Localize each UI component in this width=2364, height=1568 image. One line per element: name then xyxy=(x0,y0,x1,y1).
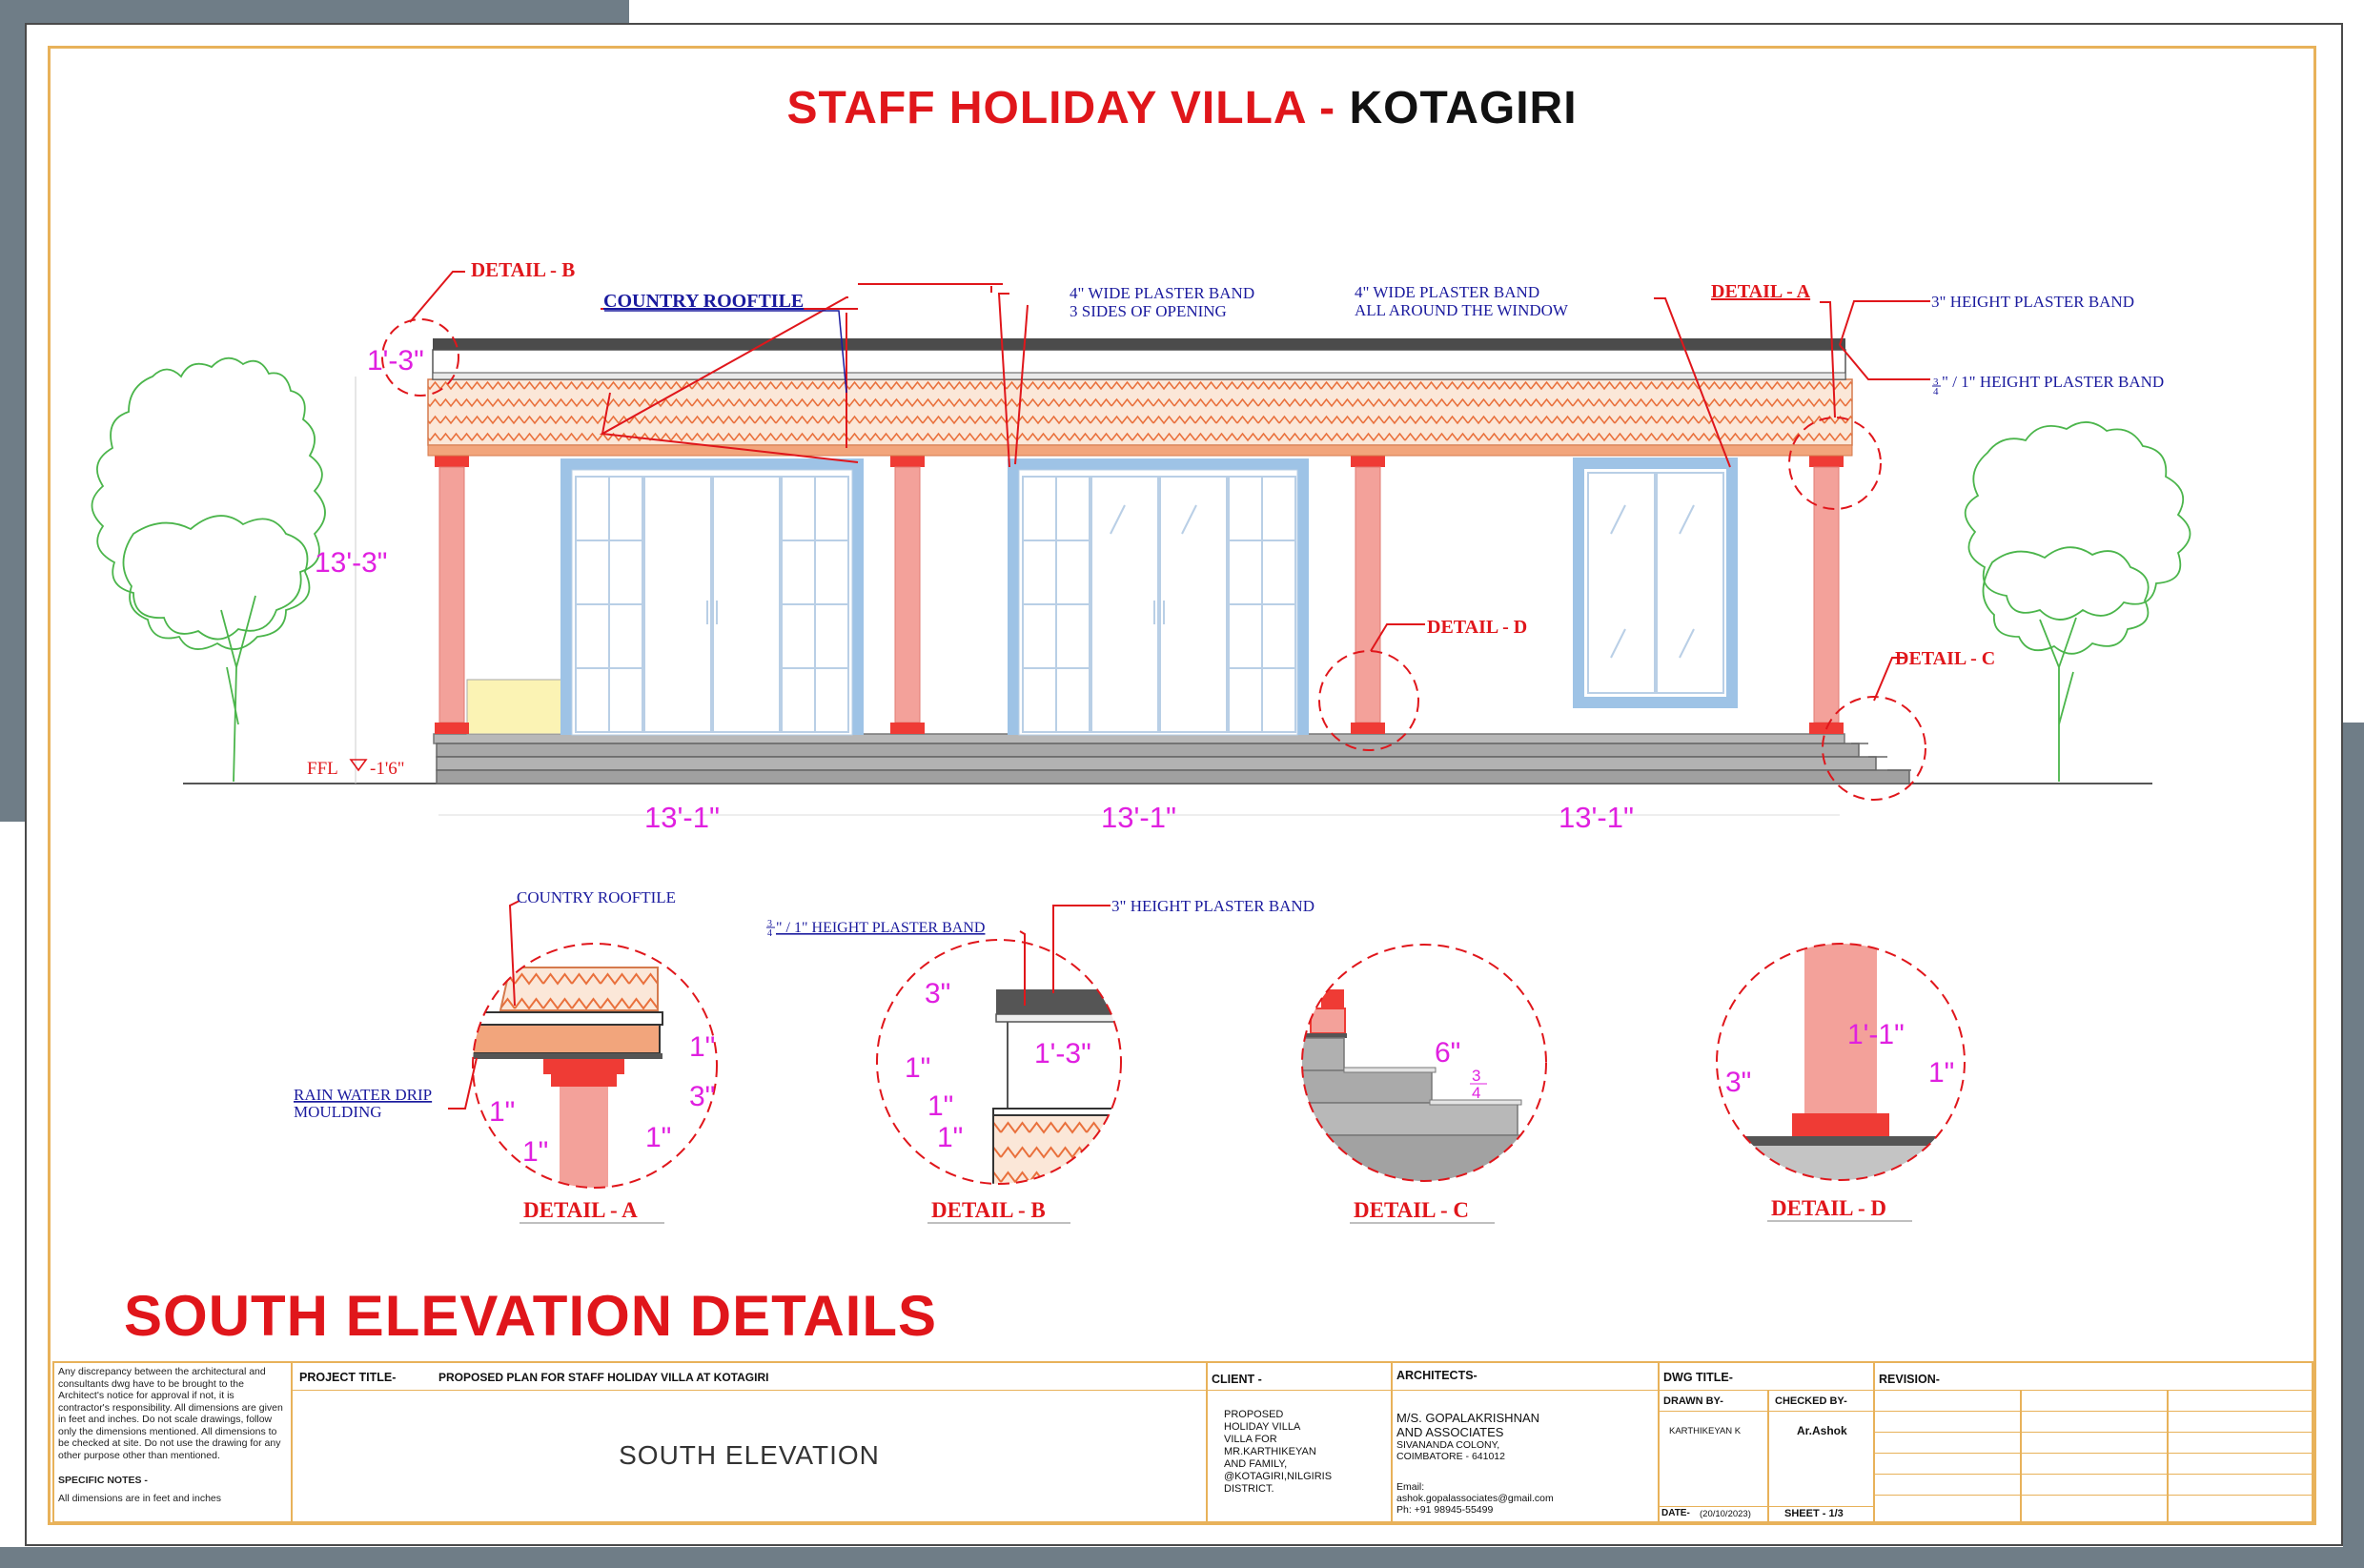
label-band-window-1: 4" WIDE PLASTER BAND xyxy=(1355,283,1540,301)
title-black: KOTAGIRI xyxy=(1349,83,1578,133)
detail-a-drip-1: RAIN WATER DRIP xyxy=(294,1086,433,1104)
client-details xyxy=(1224,1409,1386,1496)
label-band-3-sides-1: 4" WIDE PLASTER BAND xyxy=(1070,284,1255,302)
label-detail-d: DETAIL - D xyxy=(1427,617,1528,638)
detail-d-dim-1: 1'-1" xyxy=(1847,1019,1905,1050)
label-country-rooftile: COUNTRY ROOFTILE xyxy=(603,291,805,312)
client-label: CLIENT - xyxy=(1212,1373,1262,1386)
detail-c-title: DETAIL - C xyxy=(1354,1198,1469,1222)
project-title: PROPOSED PLAN FOR STAFF HOLIDAY VILLA AT KOTAGIRI xyxy=(438,1371,769,1384)
detail-b-dim-5: 1" xyxy=(937,1122,964,1153)
drawn-by: KARTHIKEYAN K xyxy=(1669,1426,1742,1436)
dim-bay-2: 13'-1" xyxy=(1101,801,1176,834)
client-line-7: DISTRICT. xyxy=(1224,1483,1274,1495)
architect-address xyxy=(1396,1439,1505,1462)
client-line-3: VILLA FOR xyxy=(1224,1434,1277,1445)
svg-text:4: 4 xyxy=(1933,386,1939,397)
client-line-4: MR.KARTHIKEYAN xyxy=(1224,1446,1316,1457)
svg-text:4: 4 xyxy=(1472,1084,1481,1102)
sheet-number: SHEET - 1/3 xyxy=(1784,1508,1844,1519)
detail-b-dim-3: 1" xyxy=(905,1052,931,1084)
dim-bay-3: 13'-1" xyxy=(1559,801,1634,834)
svg-text:4: 4 xyxy=(767,928,772,939)
project-title-label: PROJECT TITLE- xyxy=(299,1371,397,1384)
architect-contact xyxy=(1396,1481,1554,1516)
detail-b-dim-4: 1" xyxy=(927,1090,954,1122)
tree-left xyxy=(92,358,326,782)
detail-b-dim-2: 1'-3" xyxy=(1034,1038,1091,1069)
date-label: DATE- xyxy=(1661,1508,1690,1518)
checked-by: Ar.Ashok xyxy=(1797,1424,1847,1437)
architects-label: ARCHITECTS- xyxy=(1396,1369,1478,1382)
dim-wall-height: 13'-3" xyxy=(315,547,388,579)
email-label: Email: xyxy=(1396,1481,1425,1493)
detail-b-band-small: " / 1" HEIGHT PLASTER BAND xyxy=(776,920,986,936)
sheet-heading: SOUTH ELEVATION DETAILS xyxy=(124,1284,938,1348)
detail-d-dim-2: 3" xyxy=(1725,1067,1752,1098)
specific-notes-label: SPECIFIC NOTES - xyxy=(58,1475,148,1486)
tree-right xyxy=(1966,422,2191,782)
architect-name-2: AND ASSOCIATES xyxy=(1396,1425,1504,1439)
drawing-name: SOUTH ELEVATION xyxy=(619,1440,880,1470)
notes-text: Any discrepancy between the architectural and consultants dwg have to be brought to the Architect's notice for approval if not, it is contractor's responsibility. All dimensions are given in feet and inches. Do not scale drawings, follow only the dimensions mentioned. All dimensions to be checked at site. Do not use the drawing for any other purpose other than mentioned. xyxy=(58,1366,283,1461)
detail-a-dim-2: 3" xyxy=(689,1081,716,1112)
label-ffl: FFL xyxy=(307,759,338,779)
client-line-2: HOLIDAY VILLA xyxy=(1224,1421,1301,1433)
dwg-title-label: DWG TITLE- xyxy=(1663,1371,1733,1384)
detail-b-title: DETAIL - B xyxy=(931,1198,1046,1222)
phone-number: Ph: +91 98945-55499 xyxy=(1396,1504,1494,1516)
label-band-3-4: " / 1" HEIGHT PLASTER BAND xyxy=(1942,373,2165,391)
architect-name xyxy=(1396,1411,1539,1439)
revision-label: REVISION- xyxy=(1879,1373,1940,1386)
client-line-5: AND FAMILY, xyxy=(1224,1458,1288,1470)
detail-a-drip-2: MOULDING xyxy=(294,1103,382,1121)
label-detail-c: DETAIL - C xyxy=(1895,648,1996,669)
dim-roof-height: 1'-3" xyxy=(367,345,424,377)
drawn-by-label: DRAWN BY- xyxy=(1663,1395,1723,1407)
label-detail-a: DETAIL - A xyxy=(1711,281,1811,302)
client-line-1: PROPOSED xyxy=(1224,1409,1284,1420)
label-band-window-2: ALL AROUND THE WINDOW xyxy=(1355,301,1568,319)
architect-name-1: M/S. GOPALAKRISHNAN xyxy=(1396,1411,1540,1425)
specific-notes-text: All dimensions are in feet and inches xyxy=(58,1492,222,1504)
detail-d-dim-3: 1" xyxy=(1928,1057,1955,1089)
detail-a-dim-5: 1" xyxy=(522,1136,549,1168)
detail-a-dim-1: 1" xyxy=(689,1031,716,1063)
svg-text:3: 3 xyxy=(1933,377,1939,388)
detail-a-drawing xyxy=(448,901,717,1201)
title-red: STAFF HOLIDAY VILLA - xyxy=(786,83,1336,133)
architect-address-1: SIVANANDA COLONY, xyxy=(1396,1439,1500,1451)
label-detail-b: DETAIL - B xyxy=(471,258,576,281)
detail-a-title: DETAIL - A xyxy=(523,1198,638,1222)
detail-c-dim-1: 6" xyxy=(1435,1037,1461,1069)
email-address: ashok.gopalassociates@gmail.com xyxy=(1396,1493,1554,1504)
title-block xyxy=(52,1361,2313,1523)
label-band-3-sides-2: 3 SIDES OF OPENING xyxy=(1070,302,1227,320)
detail-a-dim-3: 1" xyxy=(489,1096,516,1128)
svg-text:3: 3 xyxy=(767,919,772,929)
elevation-building xyxy=(183,272,2152,800)
label-band-3in: 3" HEIGHT PLASTER BAND xyxy=(1931,293,2134,311)
detail-a-dim-4: 1" xyxy=(645,1122,672,1153)
date-value: (20/10/2023) xyxy=(1700,1509,1751,1519)
label-ffl-value: -1'6" xyxy=(370,759,405,779)
detail-d-title: DETAIL - D xyxy=(1771,1196,1886,1220)
detail-a-tile-label: COUNTRY ROOFTILE xyxy=(517,888,677,906)
general-notes xyxy=(54,1363,293,1521)
detail-b-dim-1: 3" xyxy=(925,978,951,1009)
architect-address-2: COIMBATORE - 641012 xyxy=(1396,1451,1505,1462)
detail-b-band-3in: 3" HEIGHT PLASTER BAND xyxy=(1111,897,1314,915)
svg-text:3: 3 xyxy=(1472,1067,1481,1085)
checked-by-label: CHECKED BY- xyxy=(1775,1395,1847,1407)
client-line-6: @KOTAGIRI,NILGIRIS xyxy=(1224,1471,1333,1482)
dim-bay-1: 13'-1" xyxy=(644,801,720,834)
